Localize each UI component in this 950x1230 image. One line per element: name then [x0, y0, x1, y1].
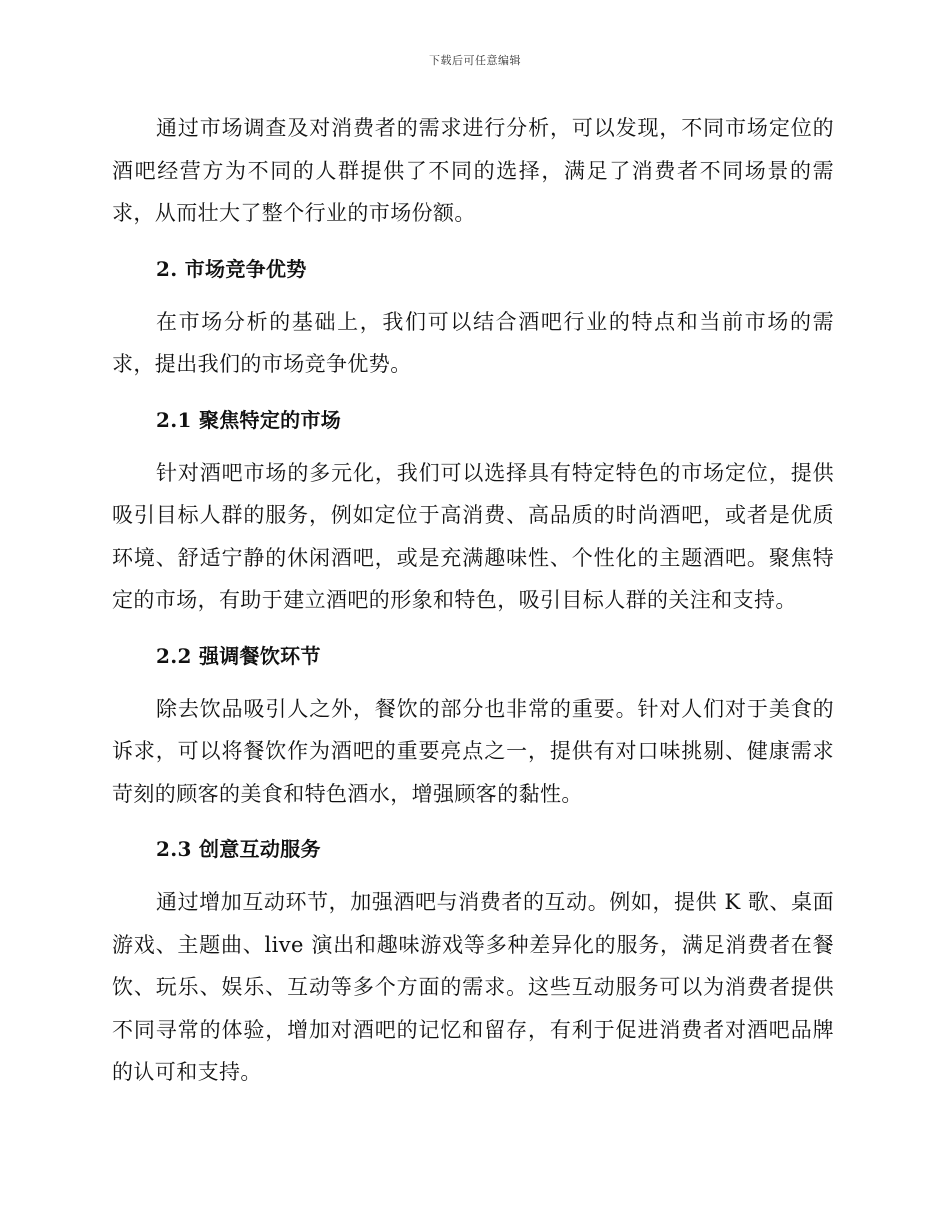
paragraph-focus-market: 针对酒吧市场的多元化，我们可以选择具有特定特色的市场定位，提供吸引目标人群的服务，例如定位于高消费、高品质的时尚酒吧，或者是优质环境、舒适宁静的休闲酒吧，或是充满趣味性、个性化的主题酒吧。聚焦特定的市场，有助于建立酒吧的形象和特色，吸引目标人群的关注和支持。 [112, 460, 834, 612]
subsection-heading-focus-market: 2.1 聚焦特定的市场 [156, 407, 342, 432]
paragraph-interactive-service: 通过增加互动环节，加强酒吧与消费者的互动。例如，提供 K 歌、桌面游戏、主题曲、live 演出和趣味游戏等多种差异化的服务，满足消费者在餐饮、玩乐、娱乐、互动等多个方面的需求。这些互动服务可以为消费者提供不同寻常的体验，增加对酒吧的记忆和留存，有利于促进消费者对酒吧品牌的认可和支持。 [112, 890, 834, 1084]
paragraph-competitive-advantage: 在市场分析的基础上，我们可以结合酒吧行业的特点和当前市场的需求，提出我们的市场竞争优势。 [112, 309, 834, 376]
section-heading-competitive-advantage: 2. 市场竞争优势 [156, 256, 307, 281]
document-body [112, 107, 834, 1110]
subsection-heading-interactive-service: 2.3 创意互动服务 [156, 837, 321, 861]
subsection-heading-dining: 2.2 强调餐饮环节 [156, 643, 321, 668]
page-header: 下载后可任意编辑 [429, 54, 521, 67]
paragraph-dining: 除去饮品吸引人之外，餐饮的部分也非常的重要。针对人们对于美食的诉求，可以将餐饮作为酒吧的重要亮点之一，提供有对口味挑剔、健康需求苛刻的顾客的美食和特色酒水，增强顾客的黏性。 [112, 696, 834, 806]
paragraph-intro: 通过市场调查及对消费者的需求进行分析，可以发现，不同市场定位的酒吧经营方为不同的人群提供了不同的选择，满足了消费者不同场景的需求，从而壮大了整个行业的市场份额。 [112, 116, 834, 225]
